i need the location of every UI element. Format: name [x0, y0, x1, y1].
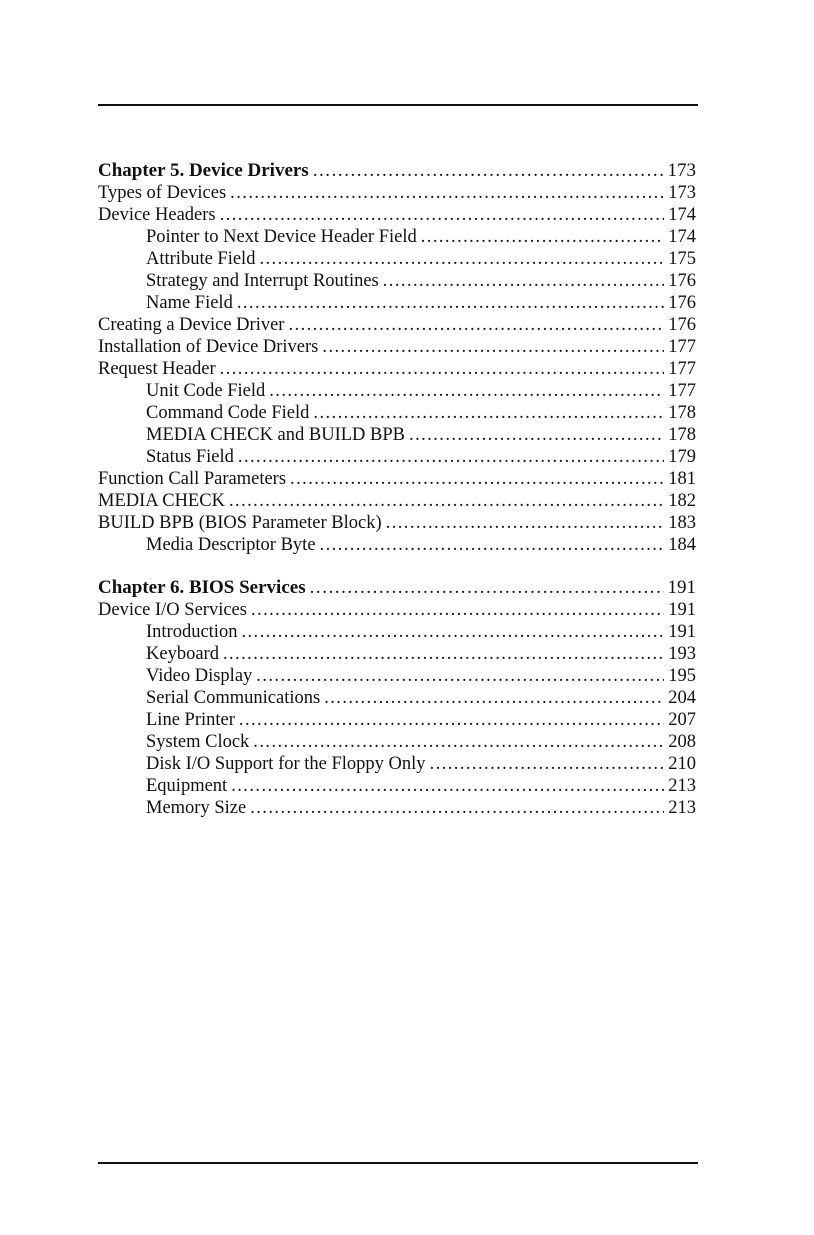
- dot-leader: [250, 797, 664, 819]
- dot-leader: [269, 380, 664, 402]
- entry-title: Keyboard: [146, 644, 219, 664]
- entry-title: Video Display: [146, 666, 253, 686]
- entry-title: BUILD BPB (BIOS Parameter Block): [98, 513, 382, 533]
- entry-title: Serial Communications: [146, 688, 321, 708]
- entry-title: Types of Devices: [98, 183, 227, 203]
- entry-title: Name Field: [146, 293, 233, 313]
- page-number: 181: [668, 469, 696, 489]
- dot-leader: [231, 775, 664, 797]
- dot-leader: [253, 731, 664, 753]
- bottom-rule: [98, 1162, 698, 1164]
- toc-entry[interactable]: [98, 775, 696, 797]
- entry-title: MEDIA CHECK and BUILD BPB: [146, 425, 406, 445]
- toc-entry[interactable]: [98, 643, 696, 665]
- page-number: 191: [668, 622, 696, 642]
- toc-entry[interactable]: [98, 292, 696, 314]
- toc-entry[interactable]: [98, 731, 696, 753]
- toc-entry[interactable]: [98, 380, 696, 402]
- dot-leader: [237, 292, 664, 314]
- dot-leader: [223, 643, 664, 665]
- page-number: 176: [668, 293, 696, 313]
- page-number: 176: [668, 271, 696, 291]
- entry-title: Memory Size: [146, 798, 247, 818]
- dot-leader: [313, 402, 664, 424]
- page-number: 178: [668, 425, 696, 445]
- entry-title: Pointer to Next Device Header Field: [146, 227, 417, 247]
- page-number: 173: [668, 183, 696, 203]
- dot-leader: [229, 490, 664, 512]
- page-number: 179: [668, 447, 696, 467]
- section-gap: [98, 556, 696, 577]
- page-number: 213: [668, 776, 696, 796]
- dot-leader: [288, 314, 664, 336]
- dot-leader: [220, 358, 665, 380]
- toc-entry[interactable]: [98, 446, 696, 468]
- page-number: 174: [668, 227, 696, 247]
- toc-entry[interactable]: [98, 621, 696, 643]
- page-number: 178: [668, 403, 696, 423]
- dot-leader: [324, 687, 664, 709]
- toc-entry[interactable]: [98, 797, 696, 819]
- page-number: 183: [668, 513, 696, 533]
- page-number: 208: [668, 732, 696, 752]
- entry-title: Unit Code Field: [146, 381, 266, 401]
- dot-leader: [409, 424, 664, 446]
- dot-leader: [313, 160, 664, 182]
- entry-title: Attribute Field: [146, 249, 256, 269]
- dot-leader: [251, 599, 664, 621]
- page-number: 174: [668, 205, 696, 225]
- page-number: 184: [668, 535, 696, 555]
- top-rule: [98, 104, 698, 106]
- toc-entry[interactable]: [98, 534, 696, 556]
- toc-entry[interactable]: [98, 204, 696, 226]
- dot-leader: [310, 577, 664, 599]
- page-number: 204: [668, 688, 696, 708]
- page-number: 207: [668, 710, 696, 730]
- entry-title: Device I/O Services: [98, 600, 247, 620]
- entry-title: Introduction: [146, 622, 238, 642]
- page-number: 193: [668, 644, 696, 664]
- toc-entry[interactable]: [98, 182, 696, 204]
- chapter-heading[interactable]: [98, 577, 696, 599]
- entry-title: System Clock: [146, 732, 250, 752]
- dot-leader: [290, 468, 664, 490]
- page-number: 210: [668, 754, 696, 774]
- page-number: 191: [668, 600, 696, 620]
- entry-title: Installation of Device Drivers: [98, 337, 319, 357]
- dot-leader: [320, 534, 665, 556]
- entry-title: Chapter 5. Device Drivers: [98, 160, 309, 181]
- table-of-contents: [98, 160, 696, 819]
- dot-leader: [421, 226, 665, 248]
- toc-entry[interactable]: [98, 468, 696, 490]
- page-number: 191: [667, 577, 696, 598]
- toc-entry[interactable]: [98, 424, 696, 446]
- toc-entry[interactable]: [98, 358, 696, 380]
- dot-leader: [241, 621, 664, 643]
- page-number: 177: [668, 381, 696, 401]
- toc-entry[interactable]: [98, 248, 696, 270]
- entry-title: Status Field: [146, 447, 234, 467]
- dot-leader: [220, 204, 665, 226]
- page-number: 173: [667, 160, 696, 181]
- chapter-heading[interactable]: [98, 160, 696, 182]
- entry-title: Creating a Device Driver: [98, 315, 285, 335]
- entry-title: Media Descriptor Byte: [146, 535, 316, 555]
- toc-entry[interactable]: [98, 226, 696, 248]
- dot-leader: [259, 248, 664, 270]
- page-number: 213: [668, 798, 696, 818]
- toc-entry[interactable]: [98, 314, 696, 336]
- dot-leader: [322, 336, 664, 358]
- toc-entry[interactable]: [98, 490, 696, 512]
- entry-title: Strategy and Interrupt Routines: [146, 271, 379, 291]
- dot-leader: [430, 753, 665, 775]
- page-number: 175: [668, 249, 696, 269]
- page-number: 177: [668, 337, 696, 357]
- toc-entry[interactable]: [98, 687, 696, 709]
- entry-title: MEDIA CHECK: [98, 491, 225, 511]
- entry-title: Chapter 6. BIOS Services: [98, 577, 306, 598]
- dot-leader: [230, 182, 664, 204]
- toc-entry[interactable]: [98, 270, 696, 292]
- toc-entry[interactable]: [98, 599, 696, 621]
- entry-title: Request Header: [98, 359, 216, 379]
- dot-leader: [386, 512, 665, 534]
- entry-title: Equipment: [146, 776, 228, 796]
- dot-leader: [256, 665, 664, 687]
- page-number: 182: [668, 491, 696, 511]
- dot-leader: [239, 709, 664, 731]
- page-number: 195: [668, 666, 696, 686]
- dot-leader: [383, 270, 665, 292]
- toc-entry[interactable]: [98, 402, 696, 424]
- toc-entry[interactable]: [98, 512, 696, 534]
- toc-entry[interactable]: [98, 709, 696, 731]
- dot-leader: [238, 446, 664, 468]
- entry-title: Command Code Field: [146, 403, 310, 423]
- entry-title: Device Headers: [98, 205, 216, 225]
- entry-title: Function Call Parameters: [98, 469, 287, 489]
- page-number: 176: [668, 315, 696, 335]
- toc-entry[interactable]: [98, 665, 696, 687]
- toc-entry[interactable]: [98, 753, 696, 775]
- toc-entry[interactable]: [98, 336, 696, 358]
- page-number: 177: [668, 359, 696, 379]
- entry-title: Line Printer: [146, 710, 235, 730]
- entry-title: Disk I/O Support for the Floppy Only: [146, 754, 426, 774]
